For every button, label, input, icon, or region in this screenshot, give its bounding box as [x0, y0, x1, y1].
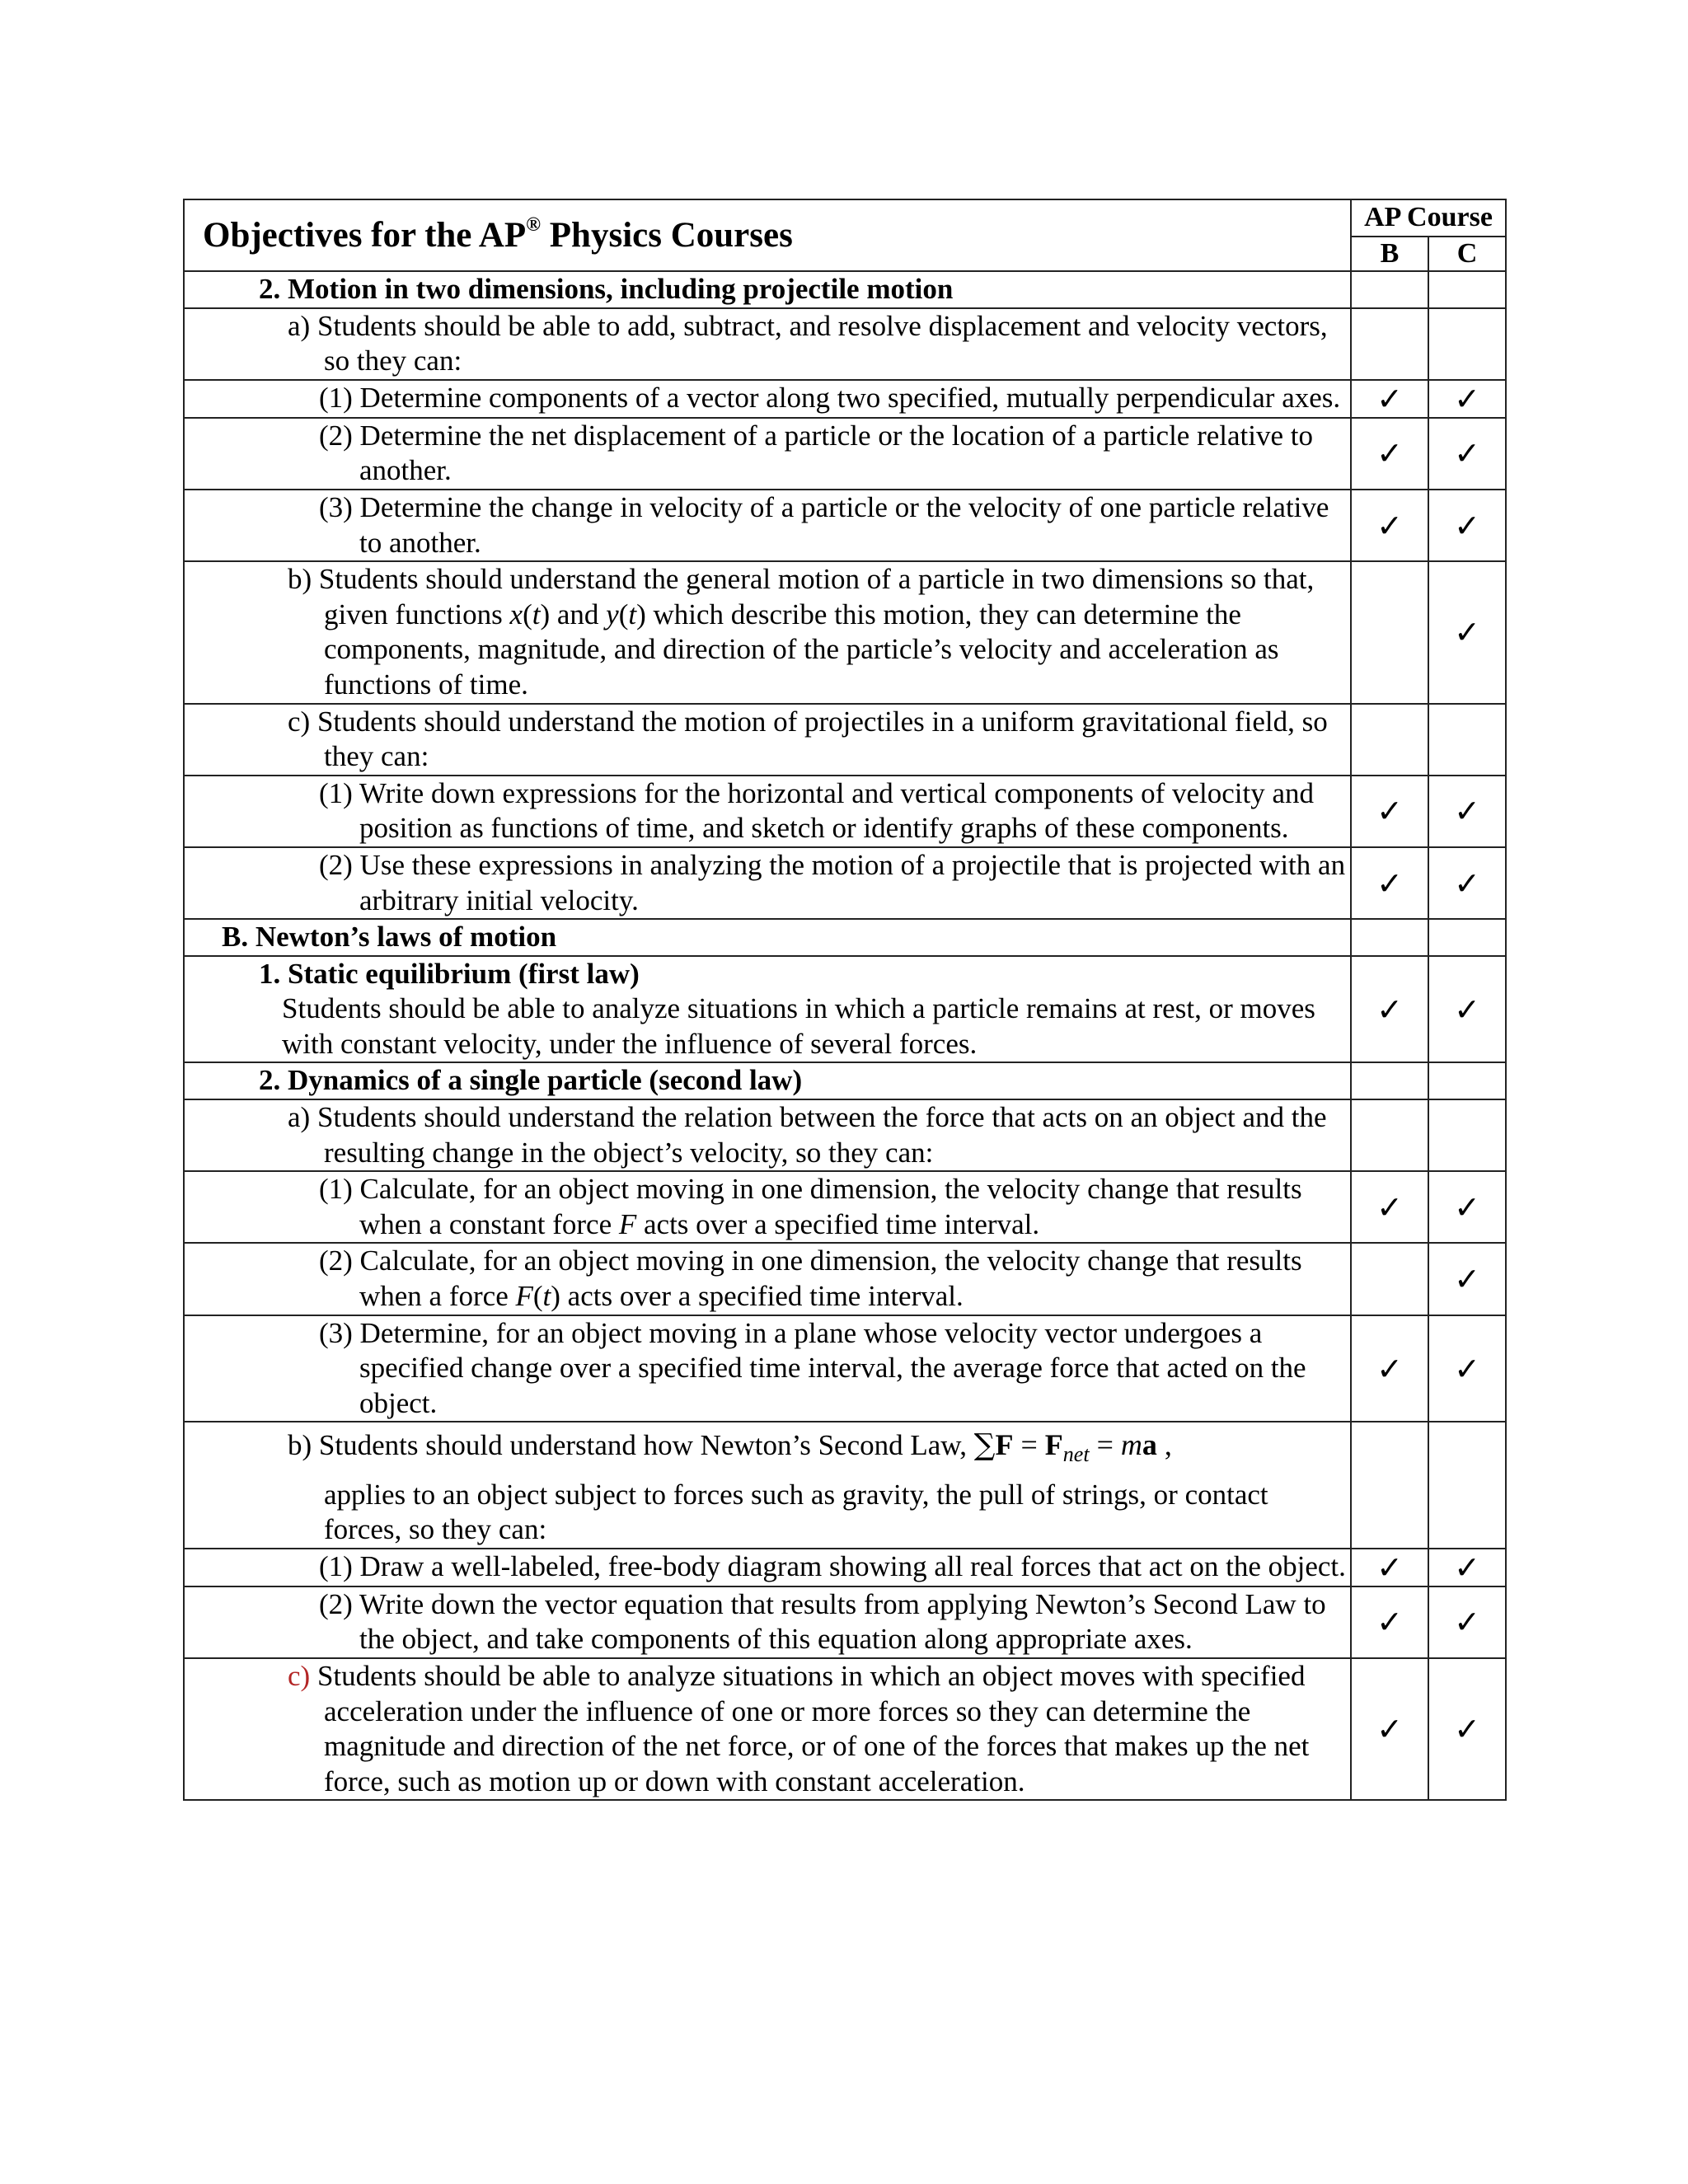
objective-text: (3) Determine, for an object moving in a plane whose velocity vector undergoes a specified change over a specified time interval, the average force that acted on the object. [319, 1316, 1306, 1419]
check-icon-b: ✓ [1351, 1658, 1428, 1800]
objective-text: (2) Determine the net displacement of a particle or the location of a particle relative to another. [319, 419, 1313, 487]
check-icon-b: ✓ [1351, 1549, 1428, 1586]
check-icon-b: ✓ [1351, 418, 1428, 490]
check-icon-b: ✓ [1351, 1586, 1428, 1658]
table-row [184, 704, 1506, 776]
check-icon-c: ✓ [1428, 847, 1506, 919]
table-row [184, 1099, 1506, 1171]
table-row [184, 1243, 1506, 1315]
table-row [184, 380, 1506, 418]
check-icon-b: ✓ [1351, 1315, 1428, 1422]
subsection-heading: 1. Static equilibrium (first law) [259, 957, 640, 990]
check-icon-c: ✓ [1428, 1315, 1506, 1422]
objective-text: a) Students should be able to add, subtract, and resolve displacement and velocity vectors, so they can: [288, 309, 1328, 377]
table-row [184, 490, 1506, 561]
objective-text: b) Students should understand the general motion of a particle in two dimensions so that, given functions x(t) and y(t) which describe this motion, they can determine the components, magnitude, and direction of the particle’s velocity and acceleration as functions of time. [288, 563, 1315, 701]
check-icon-b: ✓ [1351, 956, 1428, 1063]
table-row [184, 1658, 1506, 1800]
section-heading: 2. Motion in two dimensions, including projectile motion [259, 273, 954, 305]
table-row [184, 847, 1506, 919]
objective-text: (1) Calculate, for an object moving in one dimension, the velocity change that results when a constant force F acts over a specified time interval. [319, 1173, 1302, 1240]
page-title: Objectives for the AP® Physics Courses [203, 213, 793, 255]
table-row [184, 776, 1506, 847]
objective-text: a) Students should understand the relation between the force that acts on an object and the resulting change in the object’s velocity, so they can: [288, 1101, 1327, 1169]
check-icon-b: ✓ [1351, 847, 1428, 919]
newton-second-law-formula: $\sum F = F_{net}$ = ma , [973, 1428, 1172, 1467]
check-icon-c: ✓ [1428, 1586, 1506, 1658]
objective-text: (1) Determine components of a vector along two specified, mutually perpendicular axes. [319, 381, 1341, 414]
objective-text: (2) Use these expressions in analyzing the motion of a projectile that is projected with an arbitrary initial velocity. [319, 848, 1346, 916]
check-icon-c: ✓ [1428, 561, 1506, 703]
table-row [184, 1422, 1506, 1548]
check-icon-b: ✓ [1351, 776, 1428, 847]
objective-text: c) Students should be able to analyze situations in which an object moves with specified acceleration under the influence of one or more forces so they can determine the magnitude and direction of the net force, or of one of the forces that makes up the net force, such as motion up or down with constant acceleration. [288, 1659, 1310, 1797]
table-row [184, 1586, 1506, 1658]
check-icon-c: ✓ [1428, 1658, 1506, 1800]
item-label-red: c) [288, 1659, 311, 1692]
table-row [184, 1062, 1506, 1099]
table-row [184, 956, 1506, 1063]
objective-text: (1) Draw a well-labeled, free-body diagram showing all real forces that act on the object. [319, 1549, 1346, 1582]
check-icon-b: ✓ [1351, 1171, 1428, 1243]
table-row [184, 271, 1506, 308]
section-heading: 2. Dynamics of a single particle (second law) [259, 1064, 803, 1097]
column-b-header: B [1351, 237, 1428, 272]
column-c-header: C [1428, 237, 1506, 272]
check-icon-c: ✓ [1428, 418, 1506, 490]
ap-course-header: AP Course [1351, 199, 1506, 237]
table-row [184, 308, 1506, 380]
objectives-table [183, 199, 1507, 1801]
check-icon-c: ✓ [1428, 1171, 1506, 1243]
check-icon-c: ✓ [1428, 1549, 1506, 1586]
check-icon-c: ✓ [1428, 380, 1506, 418]
table-row [184, 561, 1506, 703]
check-icon-c: ✓ [1428, 1243, 1506, 1315]
table-title-cell [184, 199, 1351, 271]
objective-text: (2) Write down the vector equation that results from applying Newton’s Second Law to the object, and take components of this equation along appropriate axes. [319, 1587, 1326, 1656]
objective-text: (2) Calculate, for an object moving in one dimension, the velocity change that results when a force F(t) acts over a specified time interval. [319, 1244, 1302, 1313]
objective-text: Students should be able to analyze situations in which a particle remains at rest, or moves with constant velocity, under the influence of several forces. [282, 992, 1315, 1060]
check-icon-c: ✓ [1428, 776, 1506, 847]
objectives-document [183, 199, 1505, 1801]
check-icon-c: ✓ [1428, 956, 1506, 1063]
table-row [184, 919, 1506, 956]
check-icon-c: ✓ [1428, 490, 1506, 561]
table-row [184, 418, 1506, 490]
table-row [184, 1171, 1506, 1243]
objective-text: (3) Determine the change in velocity of a particle or the velocity of one particle relative to another. [319, 490, 1329, 559]
objective-text: c) Students should understand the motion of projectiles in a uniform gravitational field, so they can: [288, 705, 1328, 773]
objective-text: b) Students should understand how Newton’s Second Law, $\sum F = F_{net}$ = ma , applies to an object subject to forces such as gravity, the pull of strings, or contact forces, so they can: [288, 1428, 1268, 1546]
check-icon-b: ✓ [1351, 380, 1428, 418]
table-row [184, 1315, 1506, 1422]
check-icon-b: ✓ [1351, 490, 1428, 561]
section-heading: B. Newton’s laws of motion [222, 921, 557, 954]
table-row [184, 1549, 1506, 1586]
objective-text: (1) Write down expressions for the horizontal and vertical components of velocity and position as functions of time, and sketch or identify graphs of these components. [319, 776, 1315, 845]
